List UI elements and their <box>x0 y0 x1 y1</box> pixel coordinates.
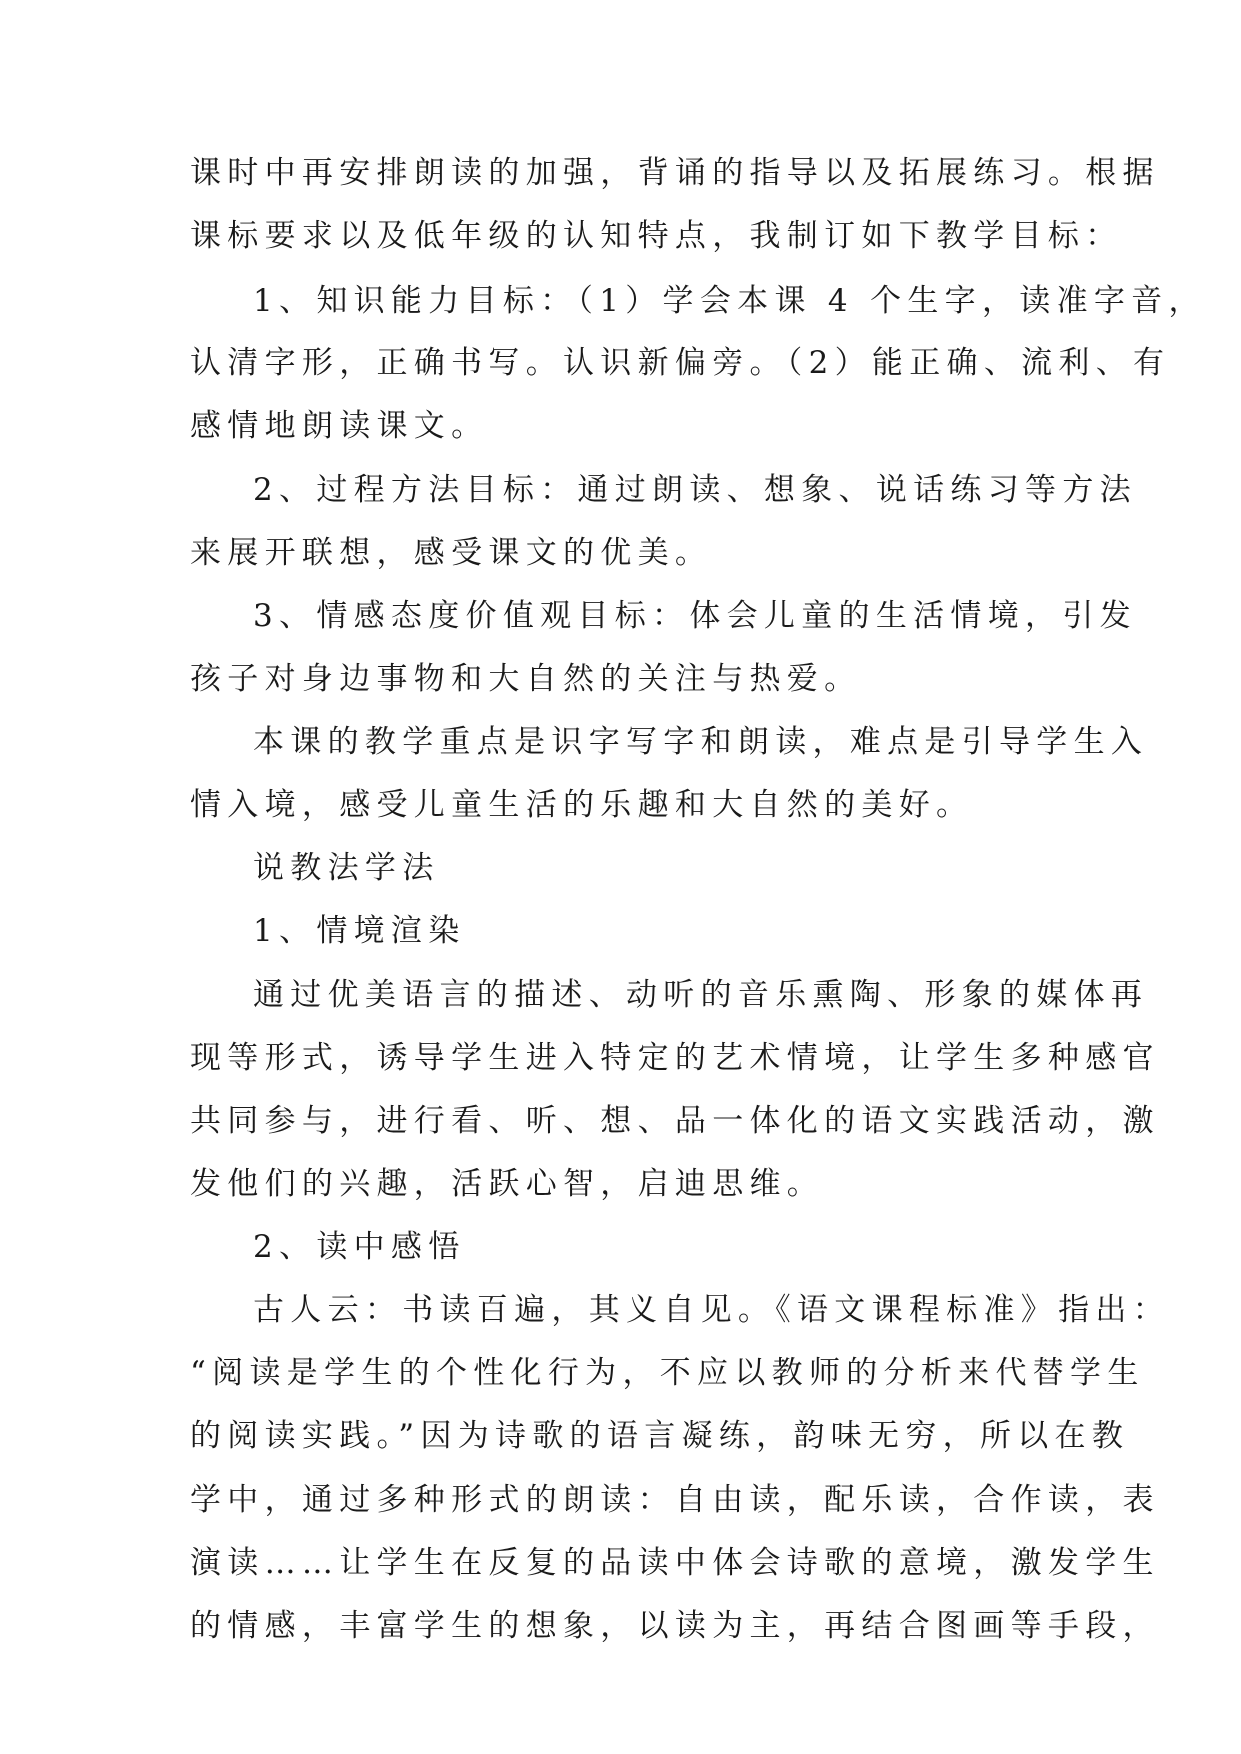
body-text-line: 古人云：书读百遍，其义自见。《语文课程标准》指出： <box>253 1292 1170 1328</box>
body-text-line: 通过优美语言的描述、动听的音乐熏陶、形象的媒体再 <box>253 977 1149 1013</box>
subsection-heading: 2、读中感悟 <box>253 1229 466 1265</box>
body-text-line: 情入境，感受儿童生活的乐趣和大自然的美好。 <box>190 787 974 823</box>
body-text-line: 现等形式，诱导学生进入特定的艺术情境，让学生多种感官 <box>190 1040 1160 1076</box>
goal-knowledge-line: 1、知识能力目标：（1）学会本课 4 个生字，读准字音， <box>253 283 1206 319</box>
body-text-line: 孩子对身边事物和大自然的关注与热爱。 <box>190 661 862 697</box>
body-text-line: 课标要求以及低年级的认知特点，我制订如下教学目标： <box>190 218 1123 254</box>
body-text-line: 认清字形，正确书写。认识新偏旁。（2）能正确、流利、有 <box>190 345 1171 381</box>
body-text-line: 的情感，丰富学生的想象，以读为主，再结合图画等手段， <box>190 1608 1160 1644</box>
key-points-line: 本课的教学重点是识字写字和朗读，难点是引导学生入 <box>253 724 1149 760</box>
body-text-line: “阅读是学生的个性化行为，不应以教师的分析来代替学生 <box>190 1355 1145 1391</box>
goal-emotion-line: 3、情感态度价值观目标：体会儿童的生活情境，引发 <box>253 598 1137 634</box>
body-text-line: 的阅读实践。”因为诗歌的语言凝练，韵味无穷，所以在教 <box>190 1418 1130 1454</box>
body-text-line: 课时中再安排朗读的加强，背诵的指导以及拓展练习。根据 <box>190 155 1160 191</box>
body-text-line: 学中，通过多种形式的朗读：自由读，配乐读，合作读，表 <box>190 1482 1160 1518</box>
goal-process-line: 2、过程方法目标：通过朗读、想象、说话练习等方法 <box>253 472 1137 508</box>
body-text-line: 发他们的兴趣，活跃心智，启迪思维。 <box>190 1166 825 1202</box>
body-text-line: 共同参与，进行看、听、想、品一体化的语文实践活动，激 <box>190 1103 1160 1139</box>
body-text-line: 演读……让学生在反复的品读中体会诗歌的意境，激发学生 <box>190 1545 1160 1581</box>
section-heading: 说教法学法 <box>253 850 440 886</box>
body-text-line: 感情地朗读课文。 <box>190 408 489 444</box>
body-text-line: 来展开联想，感受课文的优美。 <box>190 535 713 571</box>
subsection-heading: 1、情境渲染 <box>253 913 466 949</box>
